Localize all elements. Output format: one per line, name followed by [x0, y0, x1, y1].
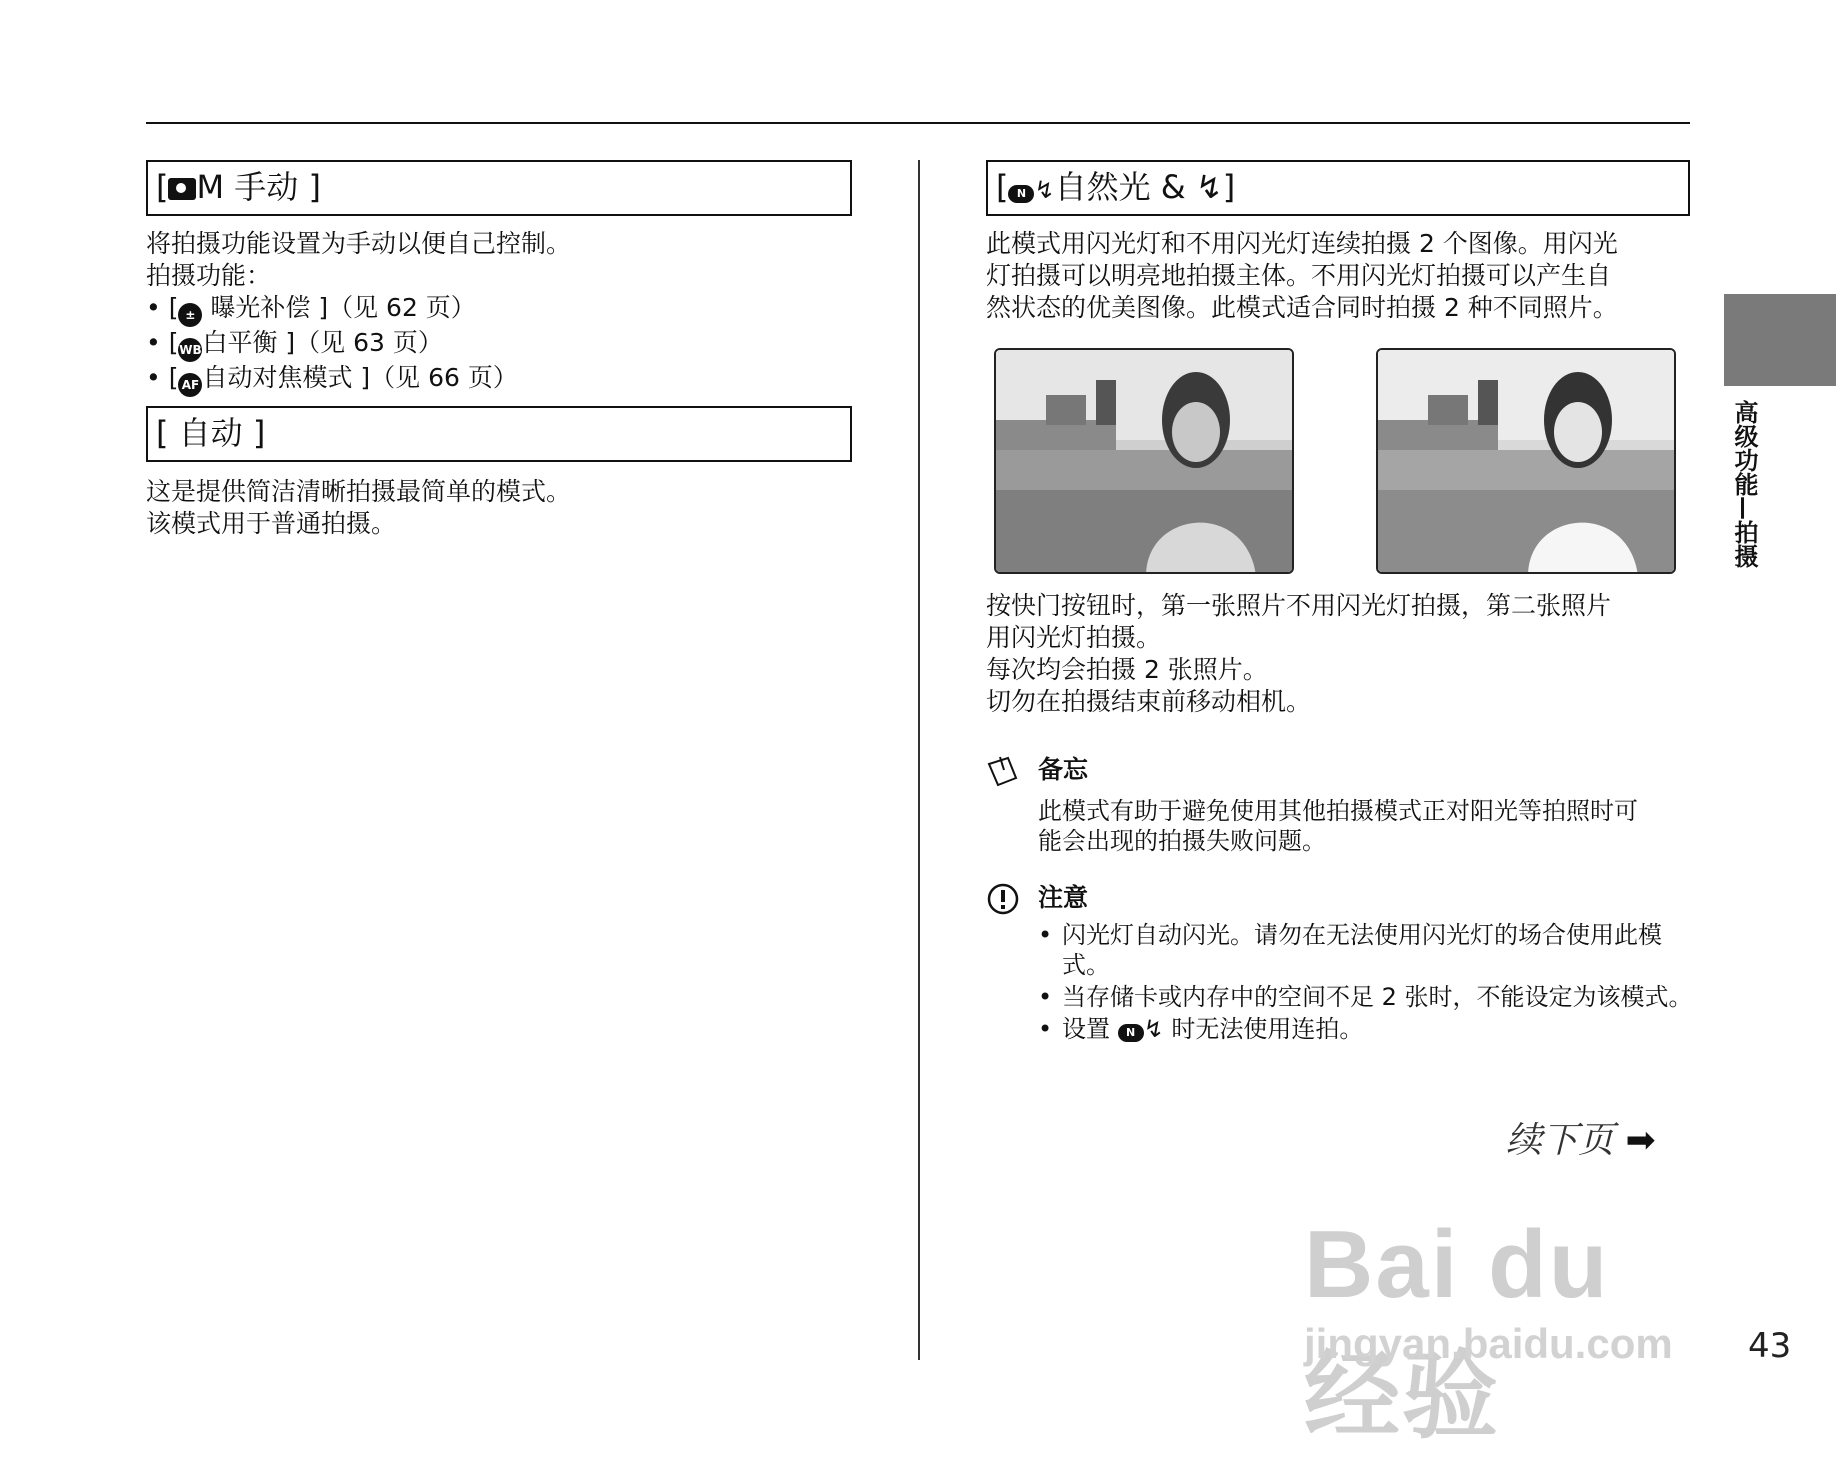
- autofocus-icon: AF: [178, 373, 202, 397]
- natural-line: 然状态的优美图像。此模式适合同时拍摄 2 种不同照片。: [986, 293, 1618, 322]
- natural-line: 此模式用闪光灯和不用闪光灯连续拍摄 2 个图像。用闪光: [986, 229, 1618, 258]
- list-item: • 闪光灯自动闪光。请勿在无法使用闪光灯的场合使用此模式。: [1038, 920, 1694, 980]
- manual-description: [146, 228, 866, 397]
- caution-list: [1038, 920, 1694, 1044]
- list-item: • [ AF 自动对焦模式 ]（见 66 页）: [146, 362, 866, 397]
- chapter-tab: [1724, 294, 1836, 386]
- list-item: • [ ± 曝光补偿 ]（见 62 页）: [146, 292, 866, 327]
- manual-heading-bracket: [: [156, 168, 169, 206]
- manual-intro: 将拍摄功能设置为手动以便自己控制。: [146, 229, 572, 258]
- caution-text: 时无法使用连拍。: [1163, 1015, 1364, 1043]
- page-number: 43: [1748, 1326, 1792, 1366]
- list-item-label: 自动对焦模式 ]（见 66 页）: [202, 363, 518, 392]
- shutter-line: 按快门按钮时，第一张照片不用闪光灯拍摄，第二张照片: [986, 591, 1612, 620]
- shutter-line: 切勿在拍摄结束前移动相机。: [986, 687, 1312, 716]
- natural-description: [986, 228, 1696, 324]
- continue-label: [1506, 1112, 1656, 1163]
- memo-body: [1038, 796, 1698, 856]
- auto-line: 这是提供简洁清晰拍摄最简单的模式。: [146, 477, 572, 506]
- auto-mode-heading: [ 自动 ]: [146, 406, 852, 462]
- continue-text: 续下页: [1506, 1120, 1615, 1161]
- list-item: • [WB白平衡 ]（见 63 页）: [146, 327, 866, 362]
- list-item-label: 曝光补偿 ]（见 62 页）: [210, 293, 476, 322]
- top-rule: [146, 122, 1690, 124]
- watermark-logo-text: Bai du 经验: [1304, 1211, 1610, 1450]
- caution-text: 设置: [1062, 1015, 1118, 1043]
- watermark-url: jingyan.baidu.com: [1304, 1320, 1673, 1367]
- memo-line: 此模式有助于避免使用其他拍摄模式正对阳光等拍照时可: [1038, 797, 1638, 825]
- natural-light-icon: N: [1008, 185, 1034, 203]
- chapter-label: 高级功能—拍摄: [1730, 400, 1758, 568]
- memo-line: 能会出现的拍摄失败问题。: [1038, 827, 1326, 855]
- shutter-description: [986, 590, 1696, 718]
- exposure-compensation-icon: ±: [178, 303, 202, 327]
- flash-icon: ↯: [1195, 168, 1223, 206]
- shutter-line: 每次均会拍摄 2 张照片。: [986, 655, 1268, 684]
- white-balance-icon: WB: [178, 338, 202, 362]
- column-divider: [918, 160, 920, 1360]
- list-item: [1038, 1014, 1694, 1044]
- caution-icon: [986, 882, 1020, 916]
- memo-icon: [986, 754, 1020, 788]
- auto-line: 该模式用于普通拍摄。: [146, 509, 397, 538]
- sample-photo-with-flash: [1376, 348, 1676, 574]
- list-item: • 当存储卡或内存中的空间不足 2 张时，不能设定为该模式。: [1038, 982, 1694, 1012]
- manual-mode-heading: [146, 160, 852, 216]
- caution-body: [1038, 920, 1694, 1046]
- flash-icon: ↯: [1034, 176, 1055, 204]
- shutter-line: 用闪光灯拍摄。: [986, 623, 1162, 652]
- caution-title: 注意: [1038, 883, 1089, 912]
- flash-icon: ↯: [1143, 1015, 1164, 1043]
- arrow-right-icon: ➡: [1625, 1120, 1656, 1161]
- natural-light-icon: N: [1118, 1024, 1144, 1042]
- natural-heading-bracket: ]: [1222, 168, 1236, 206]
- natural-flash-heading: [986, 160, 1690, 216]
- manual-function-list: [146, 292, 866, 397]
- list-item-label: 白平衡 ]（见 63 页）: [202, 328, 443, 357]
- portrait-photo: [996, 350, 1294, 574]
- natural-heading-text: 自然光 &: [1054, 168, 1196, 206]
- auto-description: [146, 476, 866, 540]
- camera-icon: [168, 178, 196, 200]
- watermark: [1300, 1160, 1720, 1450]
- manual-heading-text: M 手动 ]: [196, 168, 321, 206]
- memo-title: 备忘: [1038, 755, 1089, 784]
- manual-functions-label: 拍摄功能：: [146, 261, 272, 290]
- sample-photo-without-flash: [994, 348, 1294, 574]
- portrait-photo: [1378, 350, 1676, 574]
- natural-heading-bracket: [: [996, 168, 1009, 206]
- natural-line: 灯拍摄可以明亮地拍摄主体。不用闪光灯拍摄可以产生自: [986, 261, 1612, 290]
